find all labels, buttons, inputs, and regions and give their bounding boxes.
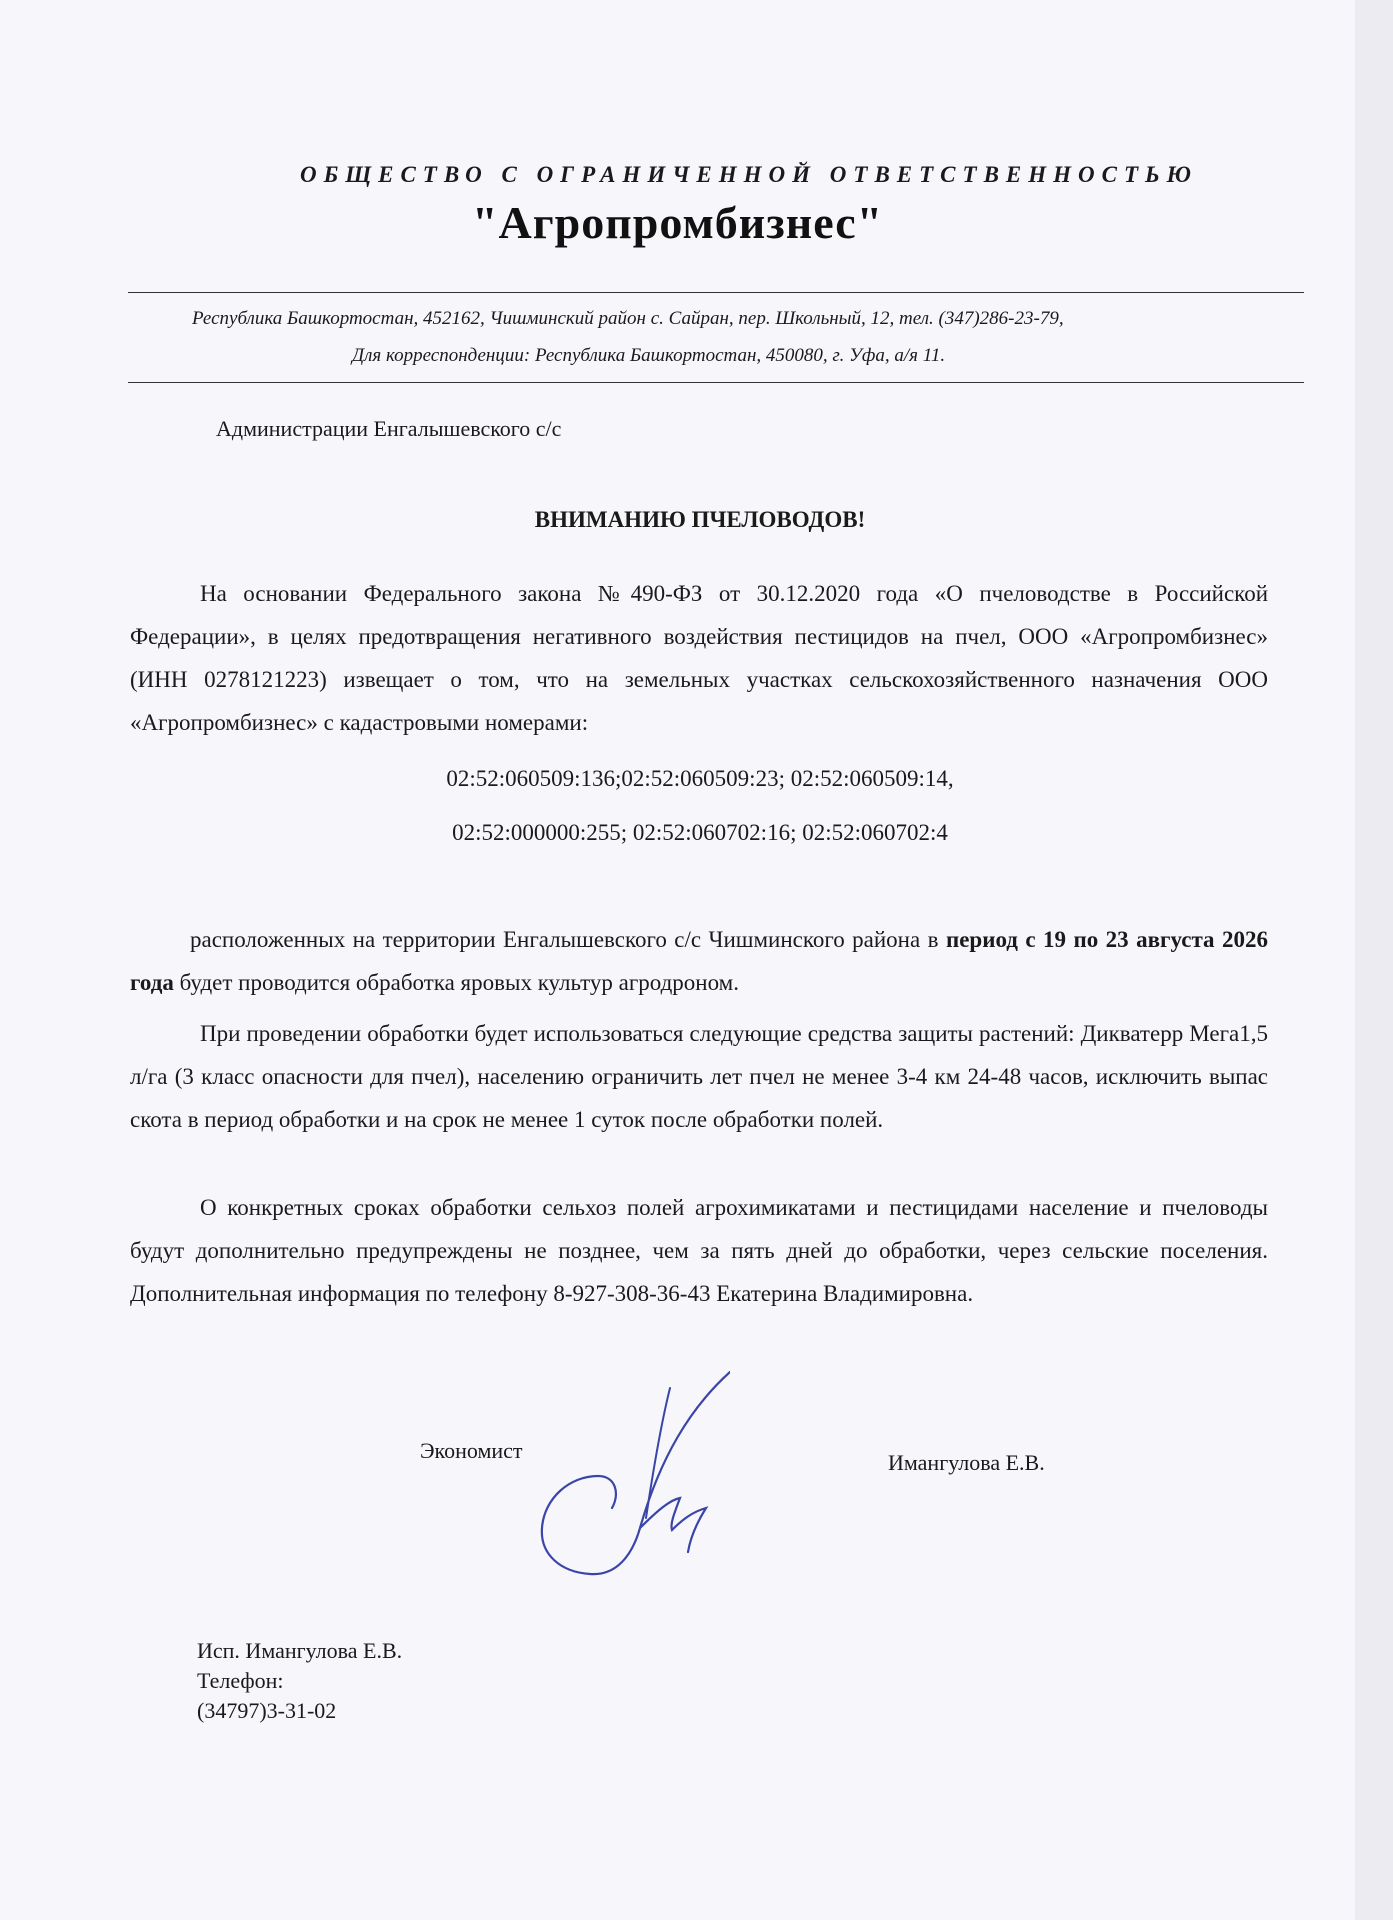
notice-heading: ВНИМАНИЮ ПЧЕЛОВОДОВ! <box>534 507 866 532</box>
header-rule-bottom <box>128 382 1304 383</box>
executor-phone-label: Телефон: <box>197 1668 284 1693</box>
paragraph-period <box>130 918 1268 1004</box>
header-rule-top <box>128 292 1304 293</box>
address-line-2: Для корреспонденции: Республика Башкортостан, 450080, г. Уфа, а/я 11. <box>352 345 946 366</box>
period-dates: период с 19 по 23 августа 2026 года <box>130 927 1268 995</box>
period-text-start: расположенных на территории Енгалышевского с/с Чишминского района в <box>190 927 946 952</box>
paragraph-notification: О конкретных сроках обработки сельхоз полей агрохимикатами и пестицидами население и пчеловоды будут дополнительно предупреждены не позднее, чем за пять дней до обработки, через сельские поселения. Дополнительная информация по телефону 8-927-308-36-43 Екатерина Владимировна. <box>130 1195 1268 1306</box>
org-name: "Агропромбизнес" <box>472 197 884 248</box>
cadastral-numbers-line-1: 02:52:060509:136;02:52:060509:23; 02:52:060509:14, <box>446 766 954 791</box>
signer-name: Имангулова Е.В. <box>888 1450 1045 1475</box>
executor-name: Исп. Имангулова Е.В. <box>197 1638 403 1663</box>
executor-phone: (34797)3-31-02 <box>197 1698 337 1723</box>
address-line-1: Республика Башкортостан, 452162, Чишминский район с. Сайран, пер. Школьный, 12, тел. (347)286-23-79, <box>192 308 1064 329</box>
paragraph-law-basis: На основании Федерального закона №490-ФЗ от 30.12.2020 года «О пчеловодстве в Российской Федерации», в целях предотвращения негативного воздействия пестицидов на пчел, ООО «Агропромбизнес» (ИНН 0278121223) извещает о том, что на земельных участках сельскохозяйственного назначения ООО «Агропромбизнес» с кадастровыми номерами: <box>130 581 1268 735</box>
paragraph-treatment: При проведении обработки будет использоваться следующие средства защиты растений: Дикватерр Мега1,5 л/га (3 класс опасности для пчел), населению ограничить лет пчел не менее 3-4 км 24-48 часов, исключить выпас скота в период обработки и на срок не менее 1 суток после обработки полей. <box>130 1021 1268 1132</box>
org-type: ОБЩЕСТВО С ОГРАНИЧЕННОЙ ОТВЕТСТВЕННОСТЬЮ <box>300 162 1198 187</box>
cadastral-numbers-line-2: 02:52:000000:255; 02:52:060702:16; 02:52:060702:4 <box>452 820 948 845</box>
scan-edge <box>1355 0 1393 1920</box>
signer-position: Экономист <box>420 1438 523 1463</box>
handwritten-signature <box>520 1368 730 1580</box>
period-text-end: будет проводится обработка яровых культур агродроном. <box>173 970 739 995</box>
recipient: Администрации Енгалышевского с/с <box>216 416 562 441</box>
